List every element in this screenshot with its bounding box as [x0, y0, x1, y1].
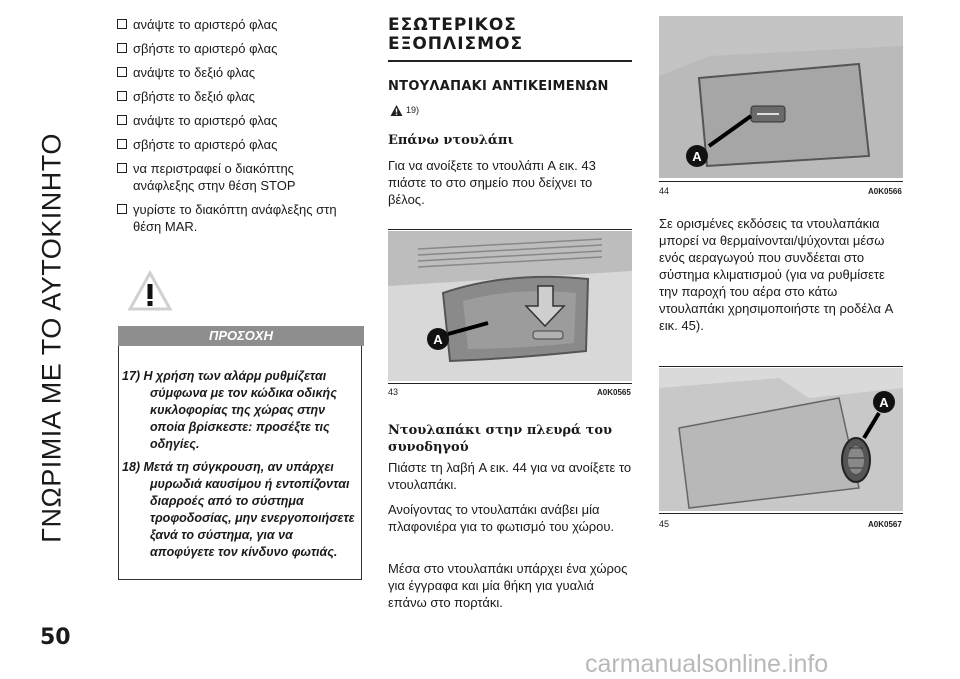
section-title: ΕΣΩΤΕΡΙΚΟΣ ΕΞΟΠΛΙΣΜΟΣ: [388, 15, 524, 54]
list-item: ανάψτε το δεξιό φλας: [117, 64, 357, 81]
checkbox-bullet-icon: [117, 19, 127, 29]
figure-bottom-rule: [659, 513, 903, 514]
figure-code: A0K0565: [597, 388, 631, 397]
side-compartment-heading: Ντουλαπάκι στην πλευρά του συνοδηγού: [388, 423, 613, 455]
upper-compartment-text: Για να ανοίξετε το ντουλάπι A εικ. 43 πιάστε το στο σημείο που δείχνει το βέλος.: [388, 158, 596, 207]
checkbox-bullet-icon: [117, 204, 127, 214]
figure-code: A0K0566: [868, 187, 902, 196]
figure-bottom-rule: [659, 181, 903, 182]
checkbox-bullet-icon: [117, 139, 127, 149]
checkbox-bullet-icon: [117, 43, 127, 53]
list-item: να περιστραφεί ο διακόπτης ανάφλεξης στην θέση STOP: [117, 160, 357, 194]
warning-list: [122, 368, 358, 567]
figure-label: A: [433, 332, 443, 347]
list-item: ανάψτε το αριστερό φλας: [117, 16, 357, 33]
list-item: γυρίστε το διακόπτη ανάφλεξης στη θέση MAR.: [117, 201, 357, 235]
list-item: σβήστε το αριστερό φλας: [117, 136, 357, 153]
checkbox-bullet-icon: [117, 91, 127, 101]
figure-number: 43: [388, 387, 399, 397]
cooling-text: Σε ορισμένες εκδόσεις τα ντουλαπάκια μπορεί να θερμαίνονται/ψύχονται μέσω ενός αεραγωγού που συνδέεται στο σύστημα κλιματισμού (για να ρυθμίσετε την παροχή του αέρα στο κάτω ντουλαπάκι χρησιμοποιήστε τη ροδέλα A εικ. 45).: [659, 216, 893, 333]
side-text-1: Πιάστε τη λαβή A εικ. 44 για να ανοίξετε το ντουλαπάκι.: [388, 460, 632, 492]
figure-top-rule: [659, 366, 903, 367]
figure-44: [659, 16, 903, 178]
figure-label: A: [879, 395, 889, 410]
side-text-2: Ανοίγοντας το ντουλαπάκι ανάβει μία πλαφονιέρα για το φωτισμό του χώρου.: [388, 502, 615, 534]
reference-number: 19): [406, 105, 420, 115]
figure-label: A: [692, 149, 702, 164]
warning-item: 17) Η χρήση των αλάρμ ρυθμίζεται σύμφωνα με τον κώδικα οδικής κυκλοφορίας της χώρας στην οποία βρίσκεστε: προσέξτε τις οδηγίες.: [122, 369, 337, 451]
page-number: 50: [40, 625, 71, 650]
figure-bottom-rule: [388, 383, 632, 384]
figure-number: 45: [659, 519, 670, 529]
list-item: σβήστε το δεξιό φλας: [117, 88, 357, 105]
figure-43: [388, 231, 632, 381]
list-item: ανάψτε το αριστερό φλας: [117, 112, 357, 129]
upper-compartment-heading: Επάνω ντουλάπι: [388, 133, 514, 148]
chapter-title: ΓΝΩΡΙΜΙΑ ΜΕ ΤΟ ΑΥΤΟΚΙΝΗΤΟ: [36, 133, 67, 543]
figure-45: [659, 368, 903, 511]
subsection-title: ΝΤΟΥΛΑΠΑΚΙ ΑΝΤΙΚΕΙΜΕΝΩΝ: [388, 79, 609, 94]
side-text-3: Μέσα στο ντουλαπάκι υπάρχει ένα χώρος για έγγραφα και μία θήκη για γυαλιά επάνω στο πορτάκι.: [388, 561, 628, 610]
figure-top-rule: [388, 229, 632, 230]
checkbox-bullet-icon: [117, 67, 127, 77]
section-divider: [388, 60, 632, 62]
warning-ref-icon: [390, 104, 403, 117]
warning-item: 18) Μετά τη σύγκρουση, αν υπάρχει μυρωδιά καυσίμου ή εντοπίζονται διαρροές από το σύστημα τροφοδοσίας, μην ενεργοποιήσετε ξανά το σύστημα, για να αποφύγετε τον κίνδυνο φωτιάς.: [122, 460, 355, 559]
figure-code: A0K0567: [868, 520, 902, 529]
watermark: carmanualsonline.info: [585, 650, 829, 678]
checkbox-bullet-icon: [117, 163, 127, 173]
warning-title: ΠΡΟΣΟΧΗ: [118, 326, 364, 346]
warning-triangle-icon: [128, 270, 172, 312]
figure-number: 44: [659, 186, 670, 196]
list-item: σβήστε το αριστερό φλας: [117, 40, 357, 57]
steps-list: [117, 16, 357, 242]
checkbox-bullet-icon: [117, 115, 127, 125]
